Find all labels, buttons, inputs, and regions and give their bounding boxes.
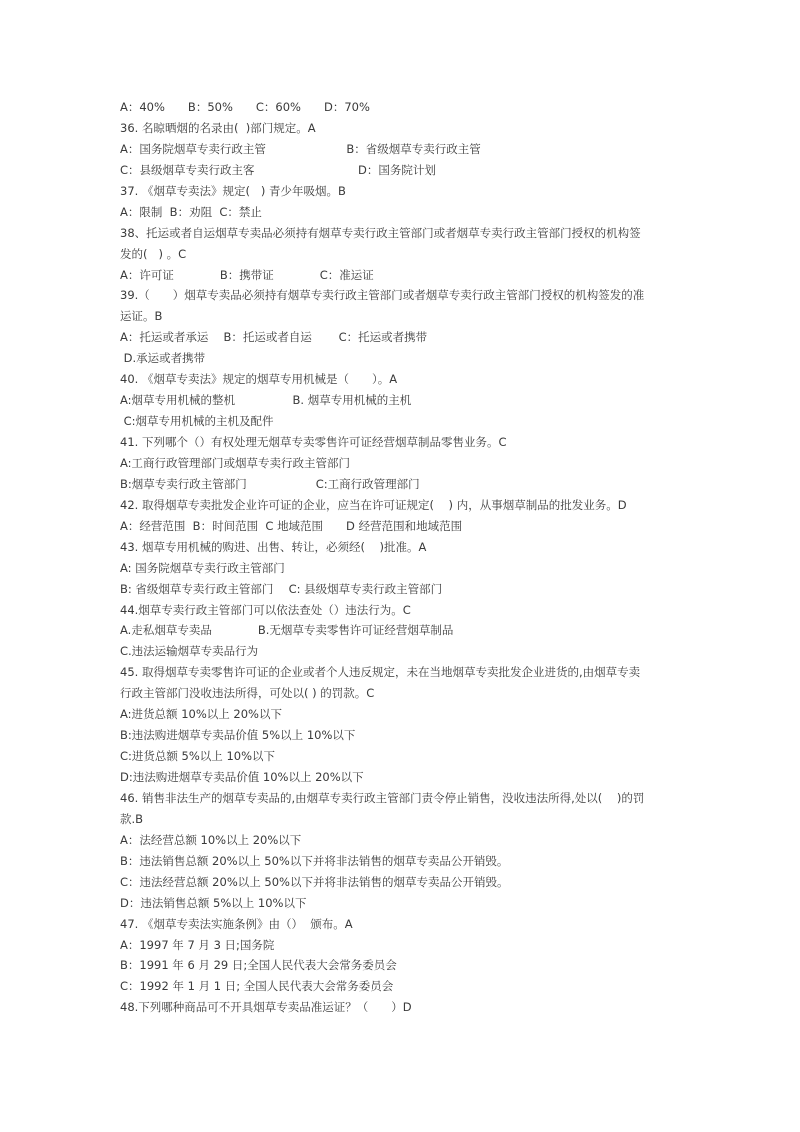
text-line: 48.下列哪种商品可不开具烟草专卖品准运证？（ ）D [120,1000,412,1015]
text-line: C.违法运输烟草专卖品行为 [120,644,259,659]
text-line: A: 国务院烟草专卖行政主管部门 [120,560,285,575]
text-line: 41. 下列哪个（）有权处理无烟草专卖零售许可证经营烟草制品零售业务。C [120,435,507,449]
text-line: A：1997 年 7 月 3 日;国务院 [120,937,275,952]
text-line: A：托运或者承运 B：托运或者自运 C：托运或者携带 [120,330,428,345]
text-line: 47. 《烟草专卖法实施条例》由（） 颁布。A [120,916,353,931]
text-line: 42. 取得烟草专卖批发企业许可证的企业，应当在许可证规定( ) 内，从事烟草制品的批发业务。D [120,497,627,512]
text-line: 款.B [120,811,144,826]
text-line: 46. 销售非法生产的烟草专卖品的,由烟草专卖行政主管部门责令停止销售，没收违法所得,处以( )的罚 [120,790,645,805]
text-line: C:烟草专用机械的主机及配件 [120,414,274,429]
question-text-block [120,97,685,1018]
text-line: 36. 名晾晒烟的名录由( )部门规定。A [120,120,316,135]
text-line: C：违法经营总额 20%以上 50%以下并将非法销售的烟草专卖品公开销毁。 [120,874,509,889]
text-line: B:烟草专卖行政主管部门 C:工商行政管理部门 [120,476,420,491]
text-line: A.走私烟草专卖品 B.无烟草专卖零售许可证经营烟草制品 [120,623,454,638]
text-line: A：40% B：50% C：60% D：70% [120,100,370,114]
text-line: 发的( ) 。C [120,246,187,261]
text-line: A：国务院烟草专卖行政主管 B：省级烟草专卖行政主管 [120,141,481,156]
text-line: A：法经营总额 10%以上 20%以下 [120,832,302,847]
text-line: 39.（ ）烟草专卖品必须持有烟草专卖行政主管部门或者烟草专卖行政主管部门授权的机构签发的准 [120,288,645,303]
text-line: 行政主管部门没收违法所得，可处以( ) 的罚款。C [120,686,375,701]
text-line: D.承运或者携带 [120,351,206,366]
text-line: 运证。B [120,309,163,324]
text-line: 38、托运或者自运烟草专卖品必须持有烟草专卖行政主管部门或者烟草专卖行政主管部门授权的机构签 [120,225,641,240]
text-line: D：违法销售总额 5%以上 10%以下 [120,895,307,910]
text-line: A:进货总额 10%以上 20%以下 [120,707,282,722]
text-line: A：许可证 B：携带证 C：准运证 [120,267,374,282]
text-line: C：1992 年 1 月 1 日; 全国人民代表大会常务委员会 [120,979,394,994]
text-line: B：1991 年 6 月 29 日;全国人民代表大会常务委员会 [120,958,397,973]
text-line: B：违法销售总额 20%以上 50%以下并将非法销售的烟草专卖品公开销毁。 [120,853,509,868]
text-line: B: 省级烟草专卖行政主管部门 C: 县级烟草专卖行政主管部门 [120,581,443,596]
text-line: A：限制 B：劝阻 C：禁止 [120,204,262,219]
text-line: 40. 《烟草专卖法》规定的烟草专用机械是（ ）。A [120,372,398,387]
text-line: 45. 取得烟草专卖零售许可证的企业或者个人违反规定，未在当地烟草专卖批发企业进货的,由烟草专卖 [120,665,641,680]
text-line: D:违法购进烟草专卖品价值 10%以上 20%以下 [120,770,364,784]
text-line: C:进货总额 5%以上 10%以下 [120,749,276,764]
text-line: A:烟草专用机械的整机 B. 烟草专用机械的主机 [120,393,412,408]
text-line: 37. 《烟草专卖法》规定( ) 青少年吸烟。B [120,183,346,198]
text-line: C：县级烟草专卖行政主客 D：国务院计划 [120,162,436,177]
text-line: 43. 烟草专用机械的购进、出售、转让，必须经( )批准。A [120,539,427,554]
text-line: A：经营范围 B：时间范围 C 地域范围 D 经营范围和地域范围 [120,518,463,533]
text-line: A:工商行政管理部门或烟草专卖行政主管部门 [120,455,351,470]
text-line: B:违法购进烟草专卖品价值 5%以上 10%以下 [120,728,356,743]
text-line: 44.烟草专卖行政主管部门可以依法查处（）违法行为。C [120,602,411,617]
